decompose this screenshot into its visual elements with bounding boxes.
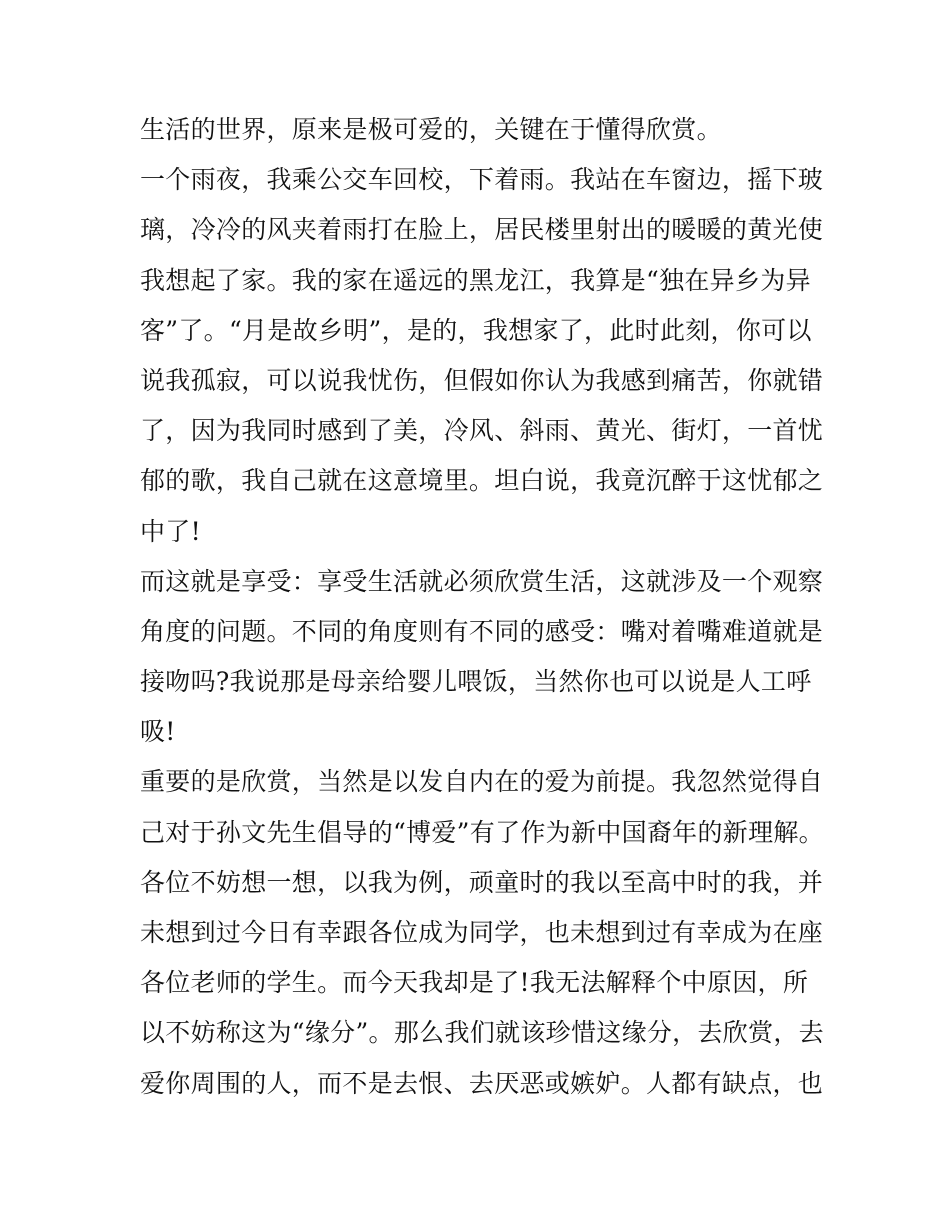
text-line: 各位不妨想一想，以我为例，顽童时的我以至高中时的我，并 — [140, 867, 824, 897]
text-line: 角度的问题。不同的角度则有不同的感受：嘴对着嘴难道就是 — [140, 616, 824, 646]
text-line: 重要的是欣赏，当然是以发自内在的爱为前提。我忽然觉得自 — [140, 767, 824, 797]
text-line: 生活的世界，原来是极可爱的，关键在于懂得欣赏。 — [140, 115, 722, 144]
text-line: 以不妨称这为“缘分”。那么我们就该珍惜这缘分，去欣赏，去 — [140, 1018, 824, 1048]
text-line: 郁的歌，我自己就在这意境里。坦白说，我竟沉醉于这忧郁之 — [140, 466, 824, 496]
text-line: 吸! — [140, 717, 176, 747]
text-line: 一个雨夜，我乘公交车回校，下着雨。我站在车窗边，摇下玻 — [140, 165, 824, 195]
text-line: 爱你周围的人，而不是去恨、去厌恶或嫉妒。人都有缺点，也 — [140, 1068, 824, 1098]
text-line: 中了! — [140, 516, 201, 546]
text-line: 己对于孙文先生倡导的“博爱”有了作为新中国裔年的新理解。 — [140, 817, 824, 847]
text-line: 未想到过今日有幸跟各位成为同学，也未想到过有幸成为在座 — [140, 918, 824, 947]
text-line: 客”了。“月是故乡明”，是的，我想家了，此时此刻，你可以 — [140, 315, 812, 345]
text-line: 了，因为我同时感到了美，冷风、斜雨、黄光、街灯，一首忧 — [140, 416, 824, 446]
text-line: 我想起了家。我的家在遥远的黑龙江，我算是“独在异乡为异 — [140, 265, 811, 295]
text-line: 接吻吗?我说那是母亲给婴儿喂饭，当然你也可以说是人工呼 — [140, 667, 812, 697]
text-line: 璃，冷冷的风夹着雨打在脸上，居民楼里射出的暖暖的黄光使 — [140, 215, 824, 245]
text-line: 说我孤寂，可以说我忧伤，但假如你认为我感到痛苦，你就错 — [140, 365, 824, 395]
document-text — [140, 105, 824, 1109]
text-line: 而这就是享受：享受生活就必须欣赏生活，这就涉及一个观察 — [140, 566, 824, 596]
text-line: 各位老师的学生。而今天我却是了!我无法解释个中原因，所 — [140, 968, 809, 998]
